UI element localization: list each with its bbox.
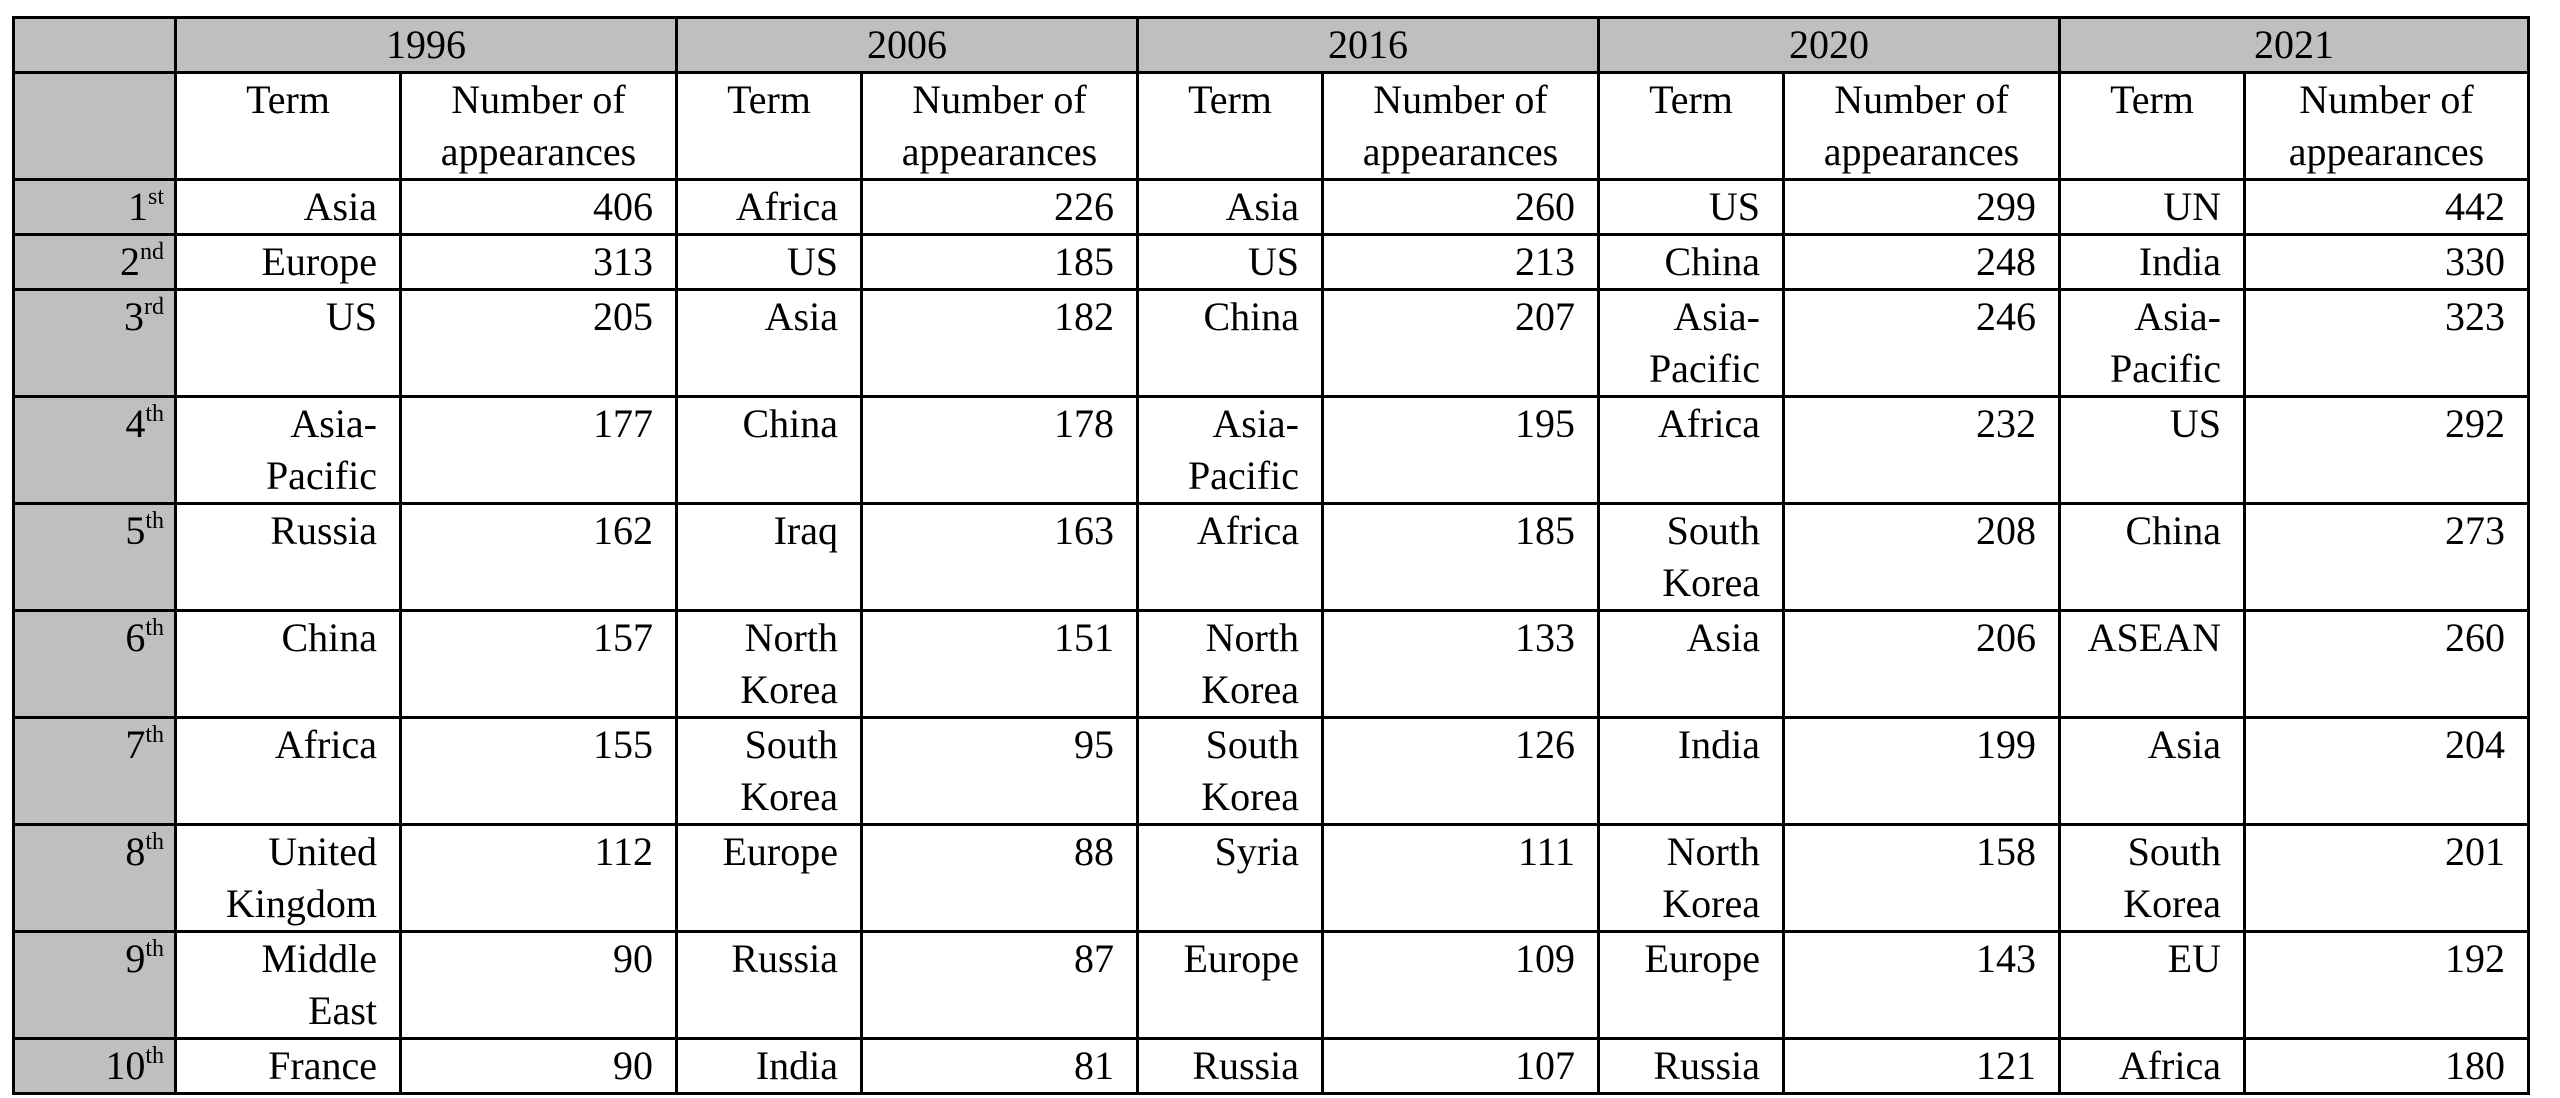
- table-row: [14, 825, 2529, 932]
- count-cell: 180: [2245, 1039, 2529, 1094]
- term-text: East: [308, 988, 377, 1033]
- term-text: China: [281, 615, 377, 660]
- count-header-line: Number of: [912, 77, 1087, 122]
- term-column-header: Term: [1138, 73, 1323, 180]
- term-frequency-table: [12, 16, 2530, 1095]
- term-cell: [1599, 180, 1784, 235]
- term-text: Asia: [764, 294, 838, 339]
- term-cell: [176, 1039, 401, 1094]
- count-column-header: [862, 73, 1138, 180]
- term-text: Russia: [1192, 1043, 1299, 1088]
- term-cell: [2060, 825, 2245, 932]
- term-text: Syria: [1214, 829, 1299, 874]
- count-cell: 232: [1784, 397, 2060, 504]
- term-text: Asia: [2147, 722, 2221, 767]
- count-cell: 299: [1784, 180, 2060, 235]
- rank-suffix: nd: [140, 239, 164, 265]
- term-text: China: [742, 401, 838, 446]
- term-cell: [677, 825, 862, 932]
- term-cell: [1138, 290, 1323, 397]
- rank-cell: [14, 290, 176, 397]
- count-cell: 178: [862, 397, 1138, 504]
- corner-cell: [14, 18, 176, 73]
- term-text: Pacific: [1648, 346, 1760, 391]
- term-cell: [2060, 235, 2245, 290]
- term-text: ASEAN: [2087, 615, 2221, 660]
- term-cell: [2060, 504, 2245, 611]
- table-body: [14, 180, 2529, 1094]
- term-cell: [2060, 611, 2245, 718]
- term-cell: [677, 611, 862, 718]
- term-text: North: [744, 615, 838, 660]
- term-cell: [677, 180, 862, 235]
- rank-cell: [14, 235, 176, 290]
- count-cell: 90: [401, 932, 677, 1039]
- count-cell: 207: [1323, 290, 1599, 397]
- rank-suffix: th: [145, 401, 164, 427]
- count-cell: 226: [862, 180, 1138, 235]
- term-text: Korea: [1662, 881, 1760, 926]
- count-cell: 95: [862, 718, 1138, 825]
- count-cell: 199: [1784, 718, 2060, 825]
- term-cell: [176, 235, 401, 290]
- term-text: Korea: [1201, 774, 1299, 819]
- table-row: [14, 1039, 2529, 1094]
- count-header-line: Number of: [1834, 77, 2009, 122]
- term-text: Russia: [731, 936, 838, 981]
- rank-cell: [14, 611, 176, 718]
- subheader-row: [14, 73, 2529, 180]
- term-cell: [1138, 718, 1323, 825]
- count-cell: 87: [862, 932, 1138, 1039]
- year-header: 2006: [677, 18, 1138, 73]
- term-cell: [176, 718, 401, 825]
- year-header-row: [14, 18, 2529, 73]
- term-cell: [1599, 825, 1784, 932]
- term-text: Europe: [1183, 936, 1299, 981]
- rank-number: 5: [125, 508, 146, 553]
- term-cell: [1599, 397, 1784, 504]
- table-row: [14, 932, 2529, 1039]
- term-cell: [1138, 235, 1323, 290]
- table-row: [14, 180, 2529, 235]
- count-cell: 107: [1323, 1039, 1599, 1094]
- count-cell: 206: [1784, 611, 2060, 718]
- rank-suffix: rd: [144, 294, 164, 320]
- term-text: China: [1664, 239, 1760, 284]
- term-cell: [1599, 611, 1784, 718]
- rank-number: 7: [125, 722, 146, 767]
- term-text: Europe: [1644, 936, 1760, 981]
- term-text: Africa: [1196, 508, 1299, 553]
- term-text: Asia: [303, 184, 377, 229]
- term-text: Europe: [722, 829, 838, 874]
- term-text: United: [268, 829, 377, 874]
- rank-number: 3: [124, 294, 144, 339]
- rank-suffix: th: [145, 1043, 164, 1069]
- term-text: Africa: [274, 722, 377, 767]
- term-text: South: [2127, 829, 2221, 874]
- term-cell: [1599, 504, 1784, 611]
- term-cell: [677, 397, 862, 504]
- count-column-header: [1323, 73, 1599, 180]
- term-text: Asia-: [1212, 401, 1299, 446]
- count-cell: 292: [2245, 397, 2529, 504]
- count-cell: 260: [2245, 611, 2529, 718]
- term-cell: [2060, 397, 2245, 504]
- year-header: 2021: [2060, 18, 2529, 73]
- count-cell: 81: [862, 1039, 1138, 1094]
- term-cell: [2060, 932, 2245, 1039]
- count-cell: 248: [1784, 235, 2060, 290]
- rank-suffix: th: [145, 829, 164, 855]
- term-column-header: Term: [677, 73, 862, 180]
- term-text: Africa: [1657, 401, 1760, 446]
- term-text: North: [1205, 615, 1299, 660]
- term-text: Russia: [1653, 1043, 1760, 1088]
- rank-number: 8: [125, 829, 146, 874]
- term-text: South: [1205, 722, 1299, 767]
- table-row: [14, 290, 2529, 397]
- term-text: US: [325, 294, 377, 339]
- rank-suffix: th: [145, 508, 164, 534]
- count-header-line: appearances: [1362, 129, 1559, 174]
- term-cell: [677, 290, 862, 397]
- term-cell: [2060, 290, 2245, 397]
- count-cell: 109: [1323, 932, 1599, 1039]
- term-cell: [677, 504, 862, 611]
- term-cell: [1599, 290, 1784, 397]
- term-cell: [1138, 504, 1323, 611]
- count-cell: 163: [862, 504, 1138, 611]
- term-cell: [1138, 932, 1323, 1039]
- count-cell: 90: [401, 1039, 677, 1094]
- term-text: Russia: [270, 508, 377, 553]
- count-cell: 157: [401, 611, 677, 718]
- count-cell: 208: [1784, 504, 2060, 611]
- count-cell: 201: [2245, 825, 2529, 932]
- rank-suffix: th: [145, 936, 164, 962]
- term-cell: [176, 290, 401, 397]
- term-cell: [1138, 825, 1323, 932]
- count-cell: 260: [1323, 180, 1599, 235]
- term-cell: [2060, 1039, 2245, 1094]
- count-cell: 121: [1784, 1039, 2060, 1094]
- term-text: US: [1247, 239, 1299, 284]
- term-cell: [677, 235, 862, 290]
- term-text: Pacific: [2109, 346, 2221, 391]
- count-header-line: appearances: [1823, 129, 2020, 174]
- count-column-header: [1784, 73, 2060, 180]
- term-text: North: [1666, 829, 1760, 874]
- rank-number: 4: [125, 401, 146, 446]
- term-text: Pacific: [1187, 453, 1299, 498]
- rank-cell: [14, 932, 176, 1039]
- term-text: Iraq: [773, 508, 838, 553]
- term-text: EU: [2167, 936, 2221, 981]
- count-column-header: [401, 73, 677, 180]
- term-text: Korea: [1201, 667, 1299, 712]
- term-text: France: [268, 1043, 377, 1088]
- term-text: UN: [2163, 184, 2221, 229]
- term-text: South: [1666, 508, 1760, 553]
- term-cell: [2060, 180, 2245, 235]
- rank-cell: [14, 180, 176, 235]
- count-cell: 323: [2245, 290, 2529, 397]
- rank-suffix: th: [145, 722, 164, 748]
- table-row: [14, 611, 2529, 718]
- term-cell: [1138, 180, 1323, 235]
- term-text: US: [2169, 401, 2221, 446]
- count-cell: 126: [1323, 718, 1599, 825]
- rank-number: 1: [127, 184, 148, 229]
- term-column-header: Term: [176, 73, 401, 180]
- term-cell: [1138, 1039, 1323, 1094]
- count-cell: 158: [1784, 825, 2060, 932]
- term-column-header: Term: [1599, 73, 1784, 180]
- rank-cell: [14, 825, 176, 932]
- term-cell: [176, 611, 401, 718]
- term-text: Pacific: [265, 453, 377, 498]
- term-text: Asia-: [290, 401, 377, 446]
- term-text: India: [2138, 239, 2221, 284]
- year-header: 2020: [1599, 18, 2060, 73]
- count-cell: 246: [1784, 290, 2060, 397]
- table-row: [14, 235, 2529, 290]
- rank-number: 9: [125, 936, 146, 981]
- term-text: Africa: [2118, 1043, 2221, 1088]
- count-cell: 273: [2245, 504, 2529, 611]
- rank-cell: [14, 718, 176, 825]
- count-cell: 185: [1323, 504, 1599, 611]
- term-text: South: [744, 722, 838, 767]
- term-cell: [677, 718, 862, 825]
- term-text: Korea: [2123, 881, 2221, 926]
- term-text: Africa: [735, 184, 838, 229]
- count-cell: 162: [401, 504, 677, 611]
- count-cell: 155: [401, 718, 677, 825]
- term-cell: [677, 1039, 862, 1094]
- term-text: US: [1708, 184, 1760, 229]
- count-cell: 182: [862, 290, 1138, 397]
- count-cell: 151: [862, 611, 1138, 718]
- term-text: Asia-: [1673, 294, 1760, 339]
- term-text: Europe: [261, 239, 377, 284]
- term-text: India: [755, 1043, 838, 1088]
- count-cell: 177: [401, 397, 677, 504]
- term-text: Kingdom: [225, 881, 377, 926]
- term-text: Middle: [261, 936, 377, 981]
- term-text: US: [786, 239, 838, 284]
- term-text: Asia-: [2134, 294, 2221, 339]
- term-cell: [176, 504, 401, 611]
- term-cell: [176, 180, 401, 235]
- count-cell: 133: [1323, 611, 1599, 718]
- table-row: [14, 504, 2529, 611]
- term-cell: [1138, 397, 1323, 504]
- term-cell: [176, 825, 401, 932]
- rank-number: 10: [105, 1043, 146, 1088]
- count-header-line: appearances: [2288, 129, 2485, 174]
- rank-header-cell: [14, 73, 176, 180]
- term-text: Asia: [1686, 615, 1760, 660]
- count-cell: 88: [862, 825, 1138, 932]
- rank-cell: [14, 504, 176, 611]
- table-wrapper: [12, 16, 2530, 1095]
- count-cell: 112: [401, 825, 677, 932]
- year-header: 1996: [176, 18, 677, 73]
- term-cell: [1599, 1039, 1784, 1094]
- term-text: Korea: [740, 667, 838, 712]
- term-text: Korea: [1662, 560, 1760, 605]
- count-cell: 205: [401, 290, 677, 397]
- term-cell: [1599, 718, 1784, 825]
- table-row: [14, 718, 2529, 825]
- count-cell: 143: [1784, 932, 2060, 1039]
- count-cell: 185: [862, 235, 1138, 290]
- term-cell: [1599, 932, 1784, 1039]
- count-cell: 313: [401, 235, 677, 290]
- rank-number: 2: [120, 239, 140, 284]
- term-text: China: [2125, 508, 2221, 553]
- year-header: 2016: [1138, 18, 1599, 73]
- term-cell: [2060, 718, 2245, 825]
- term-cell: [176, 932, 401, 1039]
- term-text: India: [1677, 722, 1760, 767]
- count-header-line: Number of: [2299, 77, 2474, 122]
- table-row: [14, 397, 2529, 504]
- count-cell: 213: [1323, 235, 1599, 290]
- count-cell: 406: [401, 180, 677, 235]
- term-column-header: Term: [2060, 73, 2245, 180]
- count-cell: 195: [1323, 397, 1599, 504]
- count-cell: 111: [1323, 825, 1599, 932]
- term-text: Korea: [740, 774, 838, 819]
- term-cell: [176, 397, 401, 504]
- count-header-line: Number of: [1373, 77, 1548, 122]
- count-cell: 204: [2245, 718, 2529, 825]
- term-text: Asia: [1225, 184, 1299, 229]
- count-column-header: [2245, 73, 2529, 180]
- rank-suffix: st: [147, 184, 164, 210]
- rank-suffix: th: [145, 615, 164, 641]
- count-cell: 330: [2245, 235, 2529, 290]
- count-header-line: Number of: [451, 77, 626, 122]
- rank-cell: [14, 1039, 176, 1094]
- term-text: China: [1203, 294, 1299, 339]
- term-cell: [1599, 235, 1784, 290]
- term-cell: [1138, 611, 1323, 718]
- count-header-line: appearances: [901, 129, 1098, 174]
- rank-cell: [14, 397, 176, 504]
- count-cell: 442: [2245, 180, 2529, 235]
- count-cell: 192: [2245, 932, 2529, 1039]
- count-header-line: appearances: [440, 129, 637, 174]
- rank-number: 6: [125, 615, 146, 660]
- term-cell: [677, 932, 862, 1039]
